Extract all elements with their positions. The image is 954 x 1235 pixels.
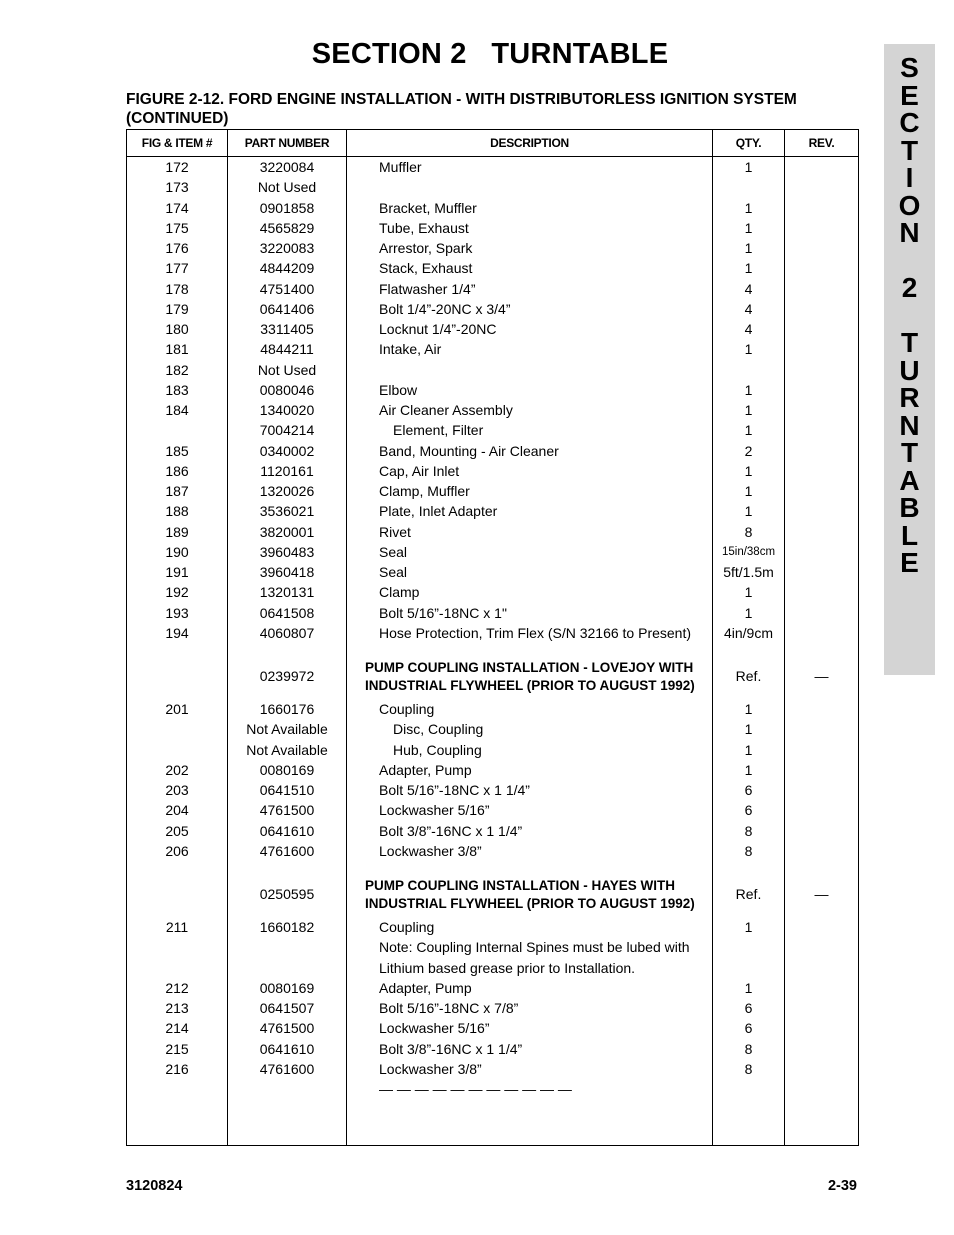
row-rev — [785, 760, 858, 780]
side-tab-letter: A — [899, 464, 920, 496]
row-part: 3311405 — [260, 321, 314, 337]
row-rev — [785, 562, 858, 582]
row-qty: 8 — [744, 842, 753, 859]
row-part: 1320131 — [259, 584, 315, 601]
row-rev — [785, 360, 858, 380]
row-part: Not Available — [246, 741, 328, 758]
row-description: Coupling — [379, 701, 435, 717]
row-description: Coupling — [379, 919, 435, 935]
row-description: Adapter, Pump — [379, 979, 472, 996]
row-fig: 204 — [165, 802, 189, 819]
row-rev — [785, 157, 858, 177]
header-description: DESCRIPTION — [347, 130, 713, 157]
row-qty: 2 — [744, 442, 753, 459]
row-qty: 8 — [744, 1040, 753, 1057]
row-description: Air Cleaner Assembly — [379, 402, 513, 418]
row-qty: 8 — [744, 523, 753, 540]
row-qty: 1 — [744, 199, 753, 216]
row-rev — [785, 420, 858, 440]
row-description: — — — — — — — — — — — — [379, 1081, 572, 1097]
row-fig: 185 — [165, 442, 189, 459]
row-fig: 181 — [165, 341, 189, 358]
row-description: Intake, Air — [379, 341, 442, 358]
row-description: Lockwasher 5/16” — [379, 1020, 490, 1037]
row-fig: 205 — [165, 822, 189, 839]
side-tab-letter: B — [899, 492, 920, 523]
row-qty: 1 — [744, 381, 753, 398]
row-part: 1340020 — [259, 402, 315, 418]
row-part — [228, 958, 346, 978]
row-fig: 176 — [165, 240, 189, 256]
row-qty: Ref. — [735, 886, 762, 902]
row-description: Bolt 5/16”-18NC x 1" — [379, 604, 507, 621]
row-qty: 1 — [744, 761, 753, 778]
parts-table — [126, 129, 859, 1146]
side-tab-letter: E — [900, 79, 919, 111]
row-description: Note: Coupling Internal Spines must be lubed with — [379, 939, 690, 956]
row-fig — [127, 937, 227, 957]
row-fig: 178 — [165, 280, 189, 297]
side-tab-letter: U — [899, 354, 920, 386]
row-fig: 206 — [165, 842, 189, 859]
row-part: 0239972 — [259, 668, 315, 684]
row-description: Disc, Coupling — [393, 721, 484, 738]
row-description: Stack, Exhaust — [379, 260, 473, 277]
row-rev — [785, 1079, 858, 1099]
row-rev — [785, 699, 858, 719]
row-part — [228, 937, 346, 957]
row-qty: 5ft/1.5m — [723, 564, 774, 580]
side-tab-letter: S — [900, 52, 919, 83]
row-part: 4844209 — [259, 260, 315, 277]
row-part: 0641510 — [259, 782, 315, 798]
row-description: Lithium based grease prior to Installation. — [379, 959, 636, 976]
row-qty: 6 — [744, 1000, 753, 1016]
row-part: 3220083 — [259, 240, 315, 256]
row-fig: 184 — [165, 402, 189, 418]
row-rev — [785, 978, 858, 998]
row-part: 7004214 — [259, 422, 315, 439]
row-qty — [713, 1079, 784, 1099]
row-qty: 1 — [744, 219, 753, 236]
row-part: 4565829 — [259, 219, 315, 236]
row-part: 4761600 — [259, 1060, 315, 1077]
row-fig — [127, 666, 227, 686]
row-qty: 15in/38cm — [721, 545, 776, 558]
row-part: Not Used — [257, 361, 317, 378]
row-rev — [785, 917, 858, 937]
row-description: Plate, Inlet Adapter — [379, 503, 498, 520]
header-part-number: PART NUMBER — [228, 130, 347, 157]
row-description — [379, 177, 712, 197]
row-description: Lockwasher 5/16” — [379, 802, 490, 819]
row-fig: 172 — [165, 159, 189, 175]
row-description: PUMP COUPLING INSTALLATION - LOVEJOY WITH — [365, 660, 694, 675]
row-fig: 216 — [165, 1060, 189, 1077]
section-title: SECTION 2 TURNTABLE — [311, 38, 669, 70]
row-part: Not Available — [246, 721, 328, 738]
row-rev — [785, 841, 858, 861]
row-fig — [127, 420, 227, 440]
row-qty: 6 — [744, 802, 753, 819]
row-description: Arrestor, Spark — [379, 240, 473, 256]
row-description: Clamp — [379, 584, 420, 601]
side-tab-letter: R — [899, 382, 920, 413]
row-description: Lockwasher 3/8” — [379, 1060, 482, 1077]
side-tab-letter: C — [899, 107, 920, 138]
row-fig — [127, 884, 227, 904]
row-part: 3960483 — [259, 543, 315, 560]
row-description: Seal — [379, 564, 408, 580]
row-part: 3820001 — [259, 523, 315, 540]
row-rev — [785, 1039, 858, 1059]
row-rev — [785, 740, 858, 760]
row-rev — [785, 441, 858, 461]
row-part: 0250595 — [259, 886, 315, 902]
row-rev — [785, 279, 858, 299]
row-fig: 194 — [165, 624, 189, 641]
row-qty: 6 — [744, 1020, 753, 1037]
row-fig: 173 — [165, 179, 189, 196]
row-description-line2: INDUSTRIAL FLYWHEEL (PRIOR TO AUGUST 1992) — [365, 678, 695, 693]
row-rev — [785, 198, 858, 218]
side-tab-letter: T — [900, 437, 919, 468]
row-qty: 4in/9cm — [723, 624, 774, 641]
row-fig: 177 — [165, 260, 189, 277]
document-number: 3120824 — [126, 1178, 183, 1194]
row-part: 1660176 — [259, 701, 315, 717]
row-fig: 179 — [165, 300, 189, 317]
row-rev — [785, 542, 858, 562]
row-fig: 187 — [165, 483, 189, 499]
row-qty: 1 — [744, 919, 753, 935]
row-fig: 213 — [165, 1000, 189, 1016]
row-qty: 1 — [744, 240, 753, 256]
row-part: 3220084 — [259, 159, 315, 175]
row-qty: 1 — [744, 159, 753, 175]
row-rev — [785, 780, 858, 800]
side-tab-letter: T — [900, 327, 919, 358]
row-fig: 186 — [165, 462, 189, 479]
row-fig — [127, 719, 227, 739]
row-fig — [127, 1079, 227, 1099]
row-description: Rivet — [379, 523, 411, 540]
row-part: 3960418 — [259, 564, 315, 580]
row-rev: — — [814, 886, 829, 902]
row-description: Elbow — [379, 381, 418, 398]
row-fig: 174 — [165, 199, 189, 216]
row-rev — [785, 719, 858, 739]
side-tab-letter: L — [900, 519, 919, 551]
row-part: 0340002 — [259, 442, 315, 459]
header-qty: QTY. — [713, 130, 785, 157]
side-tab-letter: T — [900, 134, 919, 166]
row-description: Bolt 5/16”-18NC x 7/8” — [379, 1000, 519, 1016]
row-description-line2: INDUSTRIAL FLYWHEEL (PRIOR TO AUGUST 1992) — [365, 896, 695, 911]
row-qty: 8 — [744, 822, 753, 839]
row-rev — [785, 481, 858, 501]
row-rev — [785, 958, 858, 978]
fig-column — [127, 157, 228, 1146]
row-rev — [785, 501, 858, 521]
row-rev — [785, 299, 858, 319]
row-qty: 1 — [744, 721, 753, 738]
row-part: Not Used — [257, 179, 317, 196]
row-qty: 1 — [744, 422, 753, 439]
row-qty: 8 — [744, 1060, 753, 1077]
row-rev — [785, 461, 858, 481]
part-column — [228, 157, 347, 1146]
row-rev — [785, 177, 858, 197]
side-tab-letter — [884, 247, 935, 275]
row-fig: 193 — [165, 604, 189, 621]
row-rev: — — [814, 668, 829, 684]
row-description: Clamp, Muffler — [379, 483, 470, 499]
row-part: 0641610 — [259, 822, 315, 839]
row-rev — [785, 380, 858, 400]
row-fig — [127, 958, 227, 978]
row-fig: 215 — [165, 1040, 189, 1057]
row-qty: 1 — [744, 604, 753, 621]
row-description: PUMP COUPLING INSTALLATION - HAYES WITH — [365, 878, 676, 893]
row-description: Bracket, Muffler — [379, 199, 477, 216]
row-part: 0641406 — [259, 300, 315, 317]
row-rev — [785, 400, 858, 420]
row-qty: Ref. — [735, 668, 762, 684]
row-qty: 1 — [744, 462, 753, 479]
side-tab-letter: N — [899, 217, 920, 248]
side-tab-letter: N — [899, 409, 920, 441]
header-rev: REV. — [785, 130, 859, 157]
row-part: 3536021 — [259, 503, 315, 520]
row-rev — [785, 582, 858, 602]
row-fig: 183 — [165, 381, 189, 398]
row-fig: 180 — [165, 321, 189, 337]
row-description: Lockwasher 3/8” — [379, 842, 482, 859]
row-qty: 1 — [744, 483, 753, 499]
side-tab-letter: 2 — [901, 272, 918, 303]
row-fig — [127, 740, 227, 760]
row-description: Hub, Coupling — [393, 741, 482, 758]
row-fig: 192 — [165, 584, 189, 601]
section-side-tab — [884, 44, 935, 675]
row-fig: 175 — [165, 219, 189, 236]
row-part: 0901858 — [259, 199, 315, 216]
side-tab-letter: I — [905, 162, 914, 193]
row-fig: 202 — [165, 761, 189, 778]
row-rev — [785, 800, 858, 820]
side-tab-letter: E — [900, 547, 919, 578]
row-part — [228, 1079, 346, 1099]
row-rev — [785, 821, 858, 841]
rev-column — [785, 157, 859, 1146]
row-fig: 212 — [165, 979, 189, 996]
row-description: Cap, Air Inlet — [379, 462, 460, 479]
description-column — [347, 157, 713, 1146]
row-fig: 190 — [165, 543, 189, 560]
row-qty: 4 — [744, 300, 753, 317]
row-rev — [785, 1018, 858, 1038]
row-rev — [785, 1059, 858, 1079]
row-qty: 4 — [744, 321, 753, 337]
row-part: 0080046 — [259, 381, 315, 398]
row-fig: 211 — [165, 919, 189, 935]
row-description — [379, 360, 712, 380]
side-tab-letter — [884, 302, 935, 330]
row-qty: 1 — [744, 503, 753, 520]
row-qty: 6 — [744, 782, 753, 798]
row-part: 1120161 — [260, 462, 314, 479]
row-rev — [785, 238, 858, 258]
row-part: 0080169 — [259, 979, 315, 996]
side-tab-letters — [884, 54, 935, 577]
row-part: 0080169 — [259, 761, 315, 778]
row-description: Bolt 3/8”-16NC x 1 1/4” — [379, 822, 523, 839]
row-qty — [713, 177, 784, 197]
row-description: Adapter, Pump — [379, 761, 472, 778]
row-description: Muffler — [379, 159, 422, 175]
row-qty: 1 — [744, 741, 753, 758]
row-part: 1660182 — [259, 919, 315, 935]
side-tab-letter: O — [898, 189, 921, 221]
row-rev — [785, 522, 858, 542]
row-rev — [785, 258, 858, 278]
row-fig: 191 — [165, 564, 189, 580]
row-part: 1320026 — [259, 483, 315, 499]
row-part: 0641610 — [259, 1040, 315, 1057]
row-part: 4060807 — [259, 624, 315, 641]
row-qty: 1 — [744, 701, 753, 717]
row-part: 0641508 — [259, 604, 315, 621]
row-rev — [785, 998, 858, 1018]
row-qty: 4 — [744, 280, 753, 297]
row-description: Bolt 1/4”-20NC x 3/4” — [379, 300, 511, 317]
row-part: 4844211 — [260, 341, 314, 358]
row-rev — [785, 623, 858, 643]
row-qty: 1 — [744, 402, 753, 418]
row-description: Band, Mounting - Air Cleaner — [379, 442, 559, 459]
row-rev — [785, 319, 858, 339]
row-part: 4761500 — [259, 802, 315, 819]
row-rev — [785, 218, 858, 238]
page-number: 2-39 — [827, 1178, 857, 1194]
row-fig: 201 — [165, 701, 189, 717]
row-fig: 188 — [165, 503, 189, 520]
row-part: 4751400 — [259, 280, 315, 297]
row-qty — [713, 937, 784, 957]
row-description: Flatwasher 1/4” — [379, 280, 476, 297]
figure-title: FIGURE 2-12. FORD ENGINE INSTALLATION - WITH DISTRIBUTORLESS IGNITION SYSTEM (CONTINUED) — [126, 91, 797, 127]
row-rev — [785, 603, 858, 623]
row-rev — [785, 339, 858, 359]
row-part: 0641507 — [259, 1000, 315, 1016]
row-qty: 1 — [744, 979, 753, 996]
row-fig: 203 — [165, 782, 189, 798]
row-part: 4761600 — [259, 842, 315, 859]
row-qty: 1 — [744, 260, 753, 277]
row-qty — [713, 958, 784, 978]
row-description: Hose Protection, Trim Flex (S/N 32166 to Present) — [379, 624, 692, 641]
row-description: Locknut 1/4”-20NC — [379, 321, 497, 337]
row-qty: 1 — [744, 584, 753, 601]
row-fig: 182 — [165, 361, 189, 378]
row-part: 4761500 — [259, 1020, 315, 1037]
header-fig-item: FIG & ITEM # — [127, 130, 228, 157]
row-description: Bolt 5/16”-18NC x 1 1/4” — [379, 782, 530, 798]
row-fig: 214 — [165, 1020, 189, 1037]
qty-column — [713, 157, 785, 1146]
row-qty — [713, 360, 784, 380]
row-description: Tube, Exhaust — [379, 219, 469, 236]
row-description: Seal — [379, 543, 408, 560]
row-qty: 1 — [744, 341, 753, 358]
table-header-row — [127, 130, 859, 157]
row-fig: 189 — [165, 523, 189, 540]
row-description: Element, Filter — [393, 422, 484, 439]
row-rev — [785, 937, 858, 957]
row-description: Bolt 3/8”-16NC x 1 1/4” — [379, 1040, 523, 1057]
